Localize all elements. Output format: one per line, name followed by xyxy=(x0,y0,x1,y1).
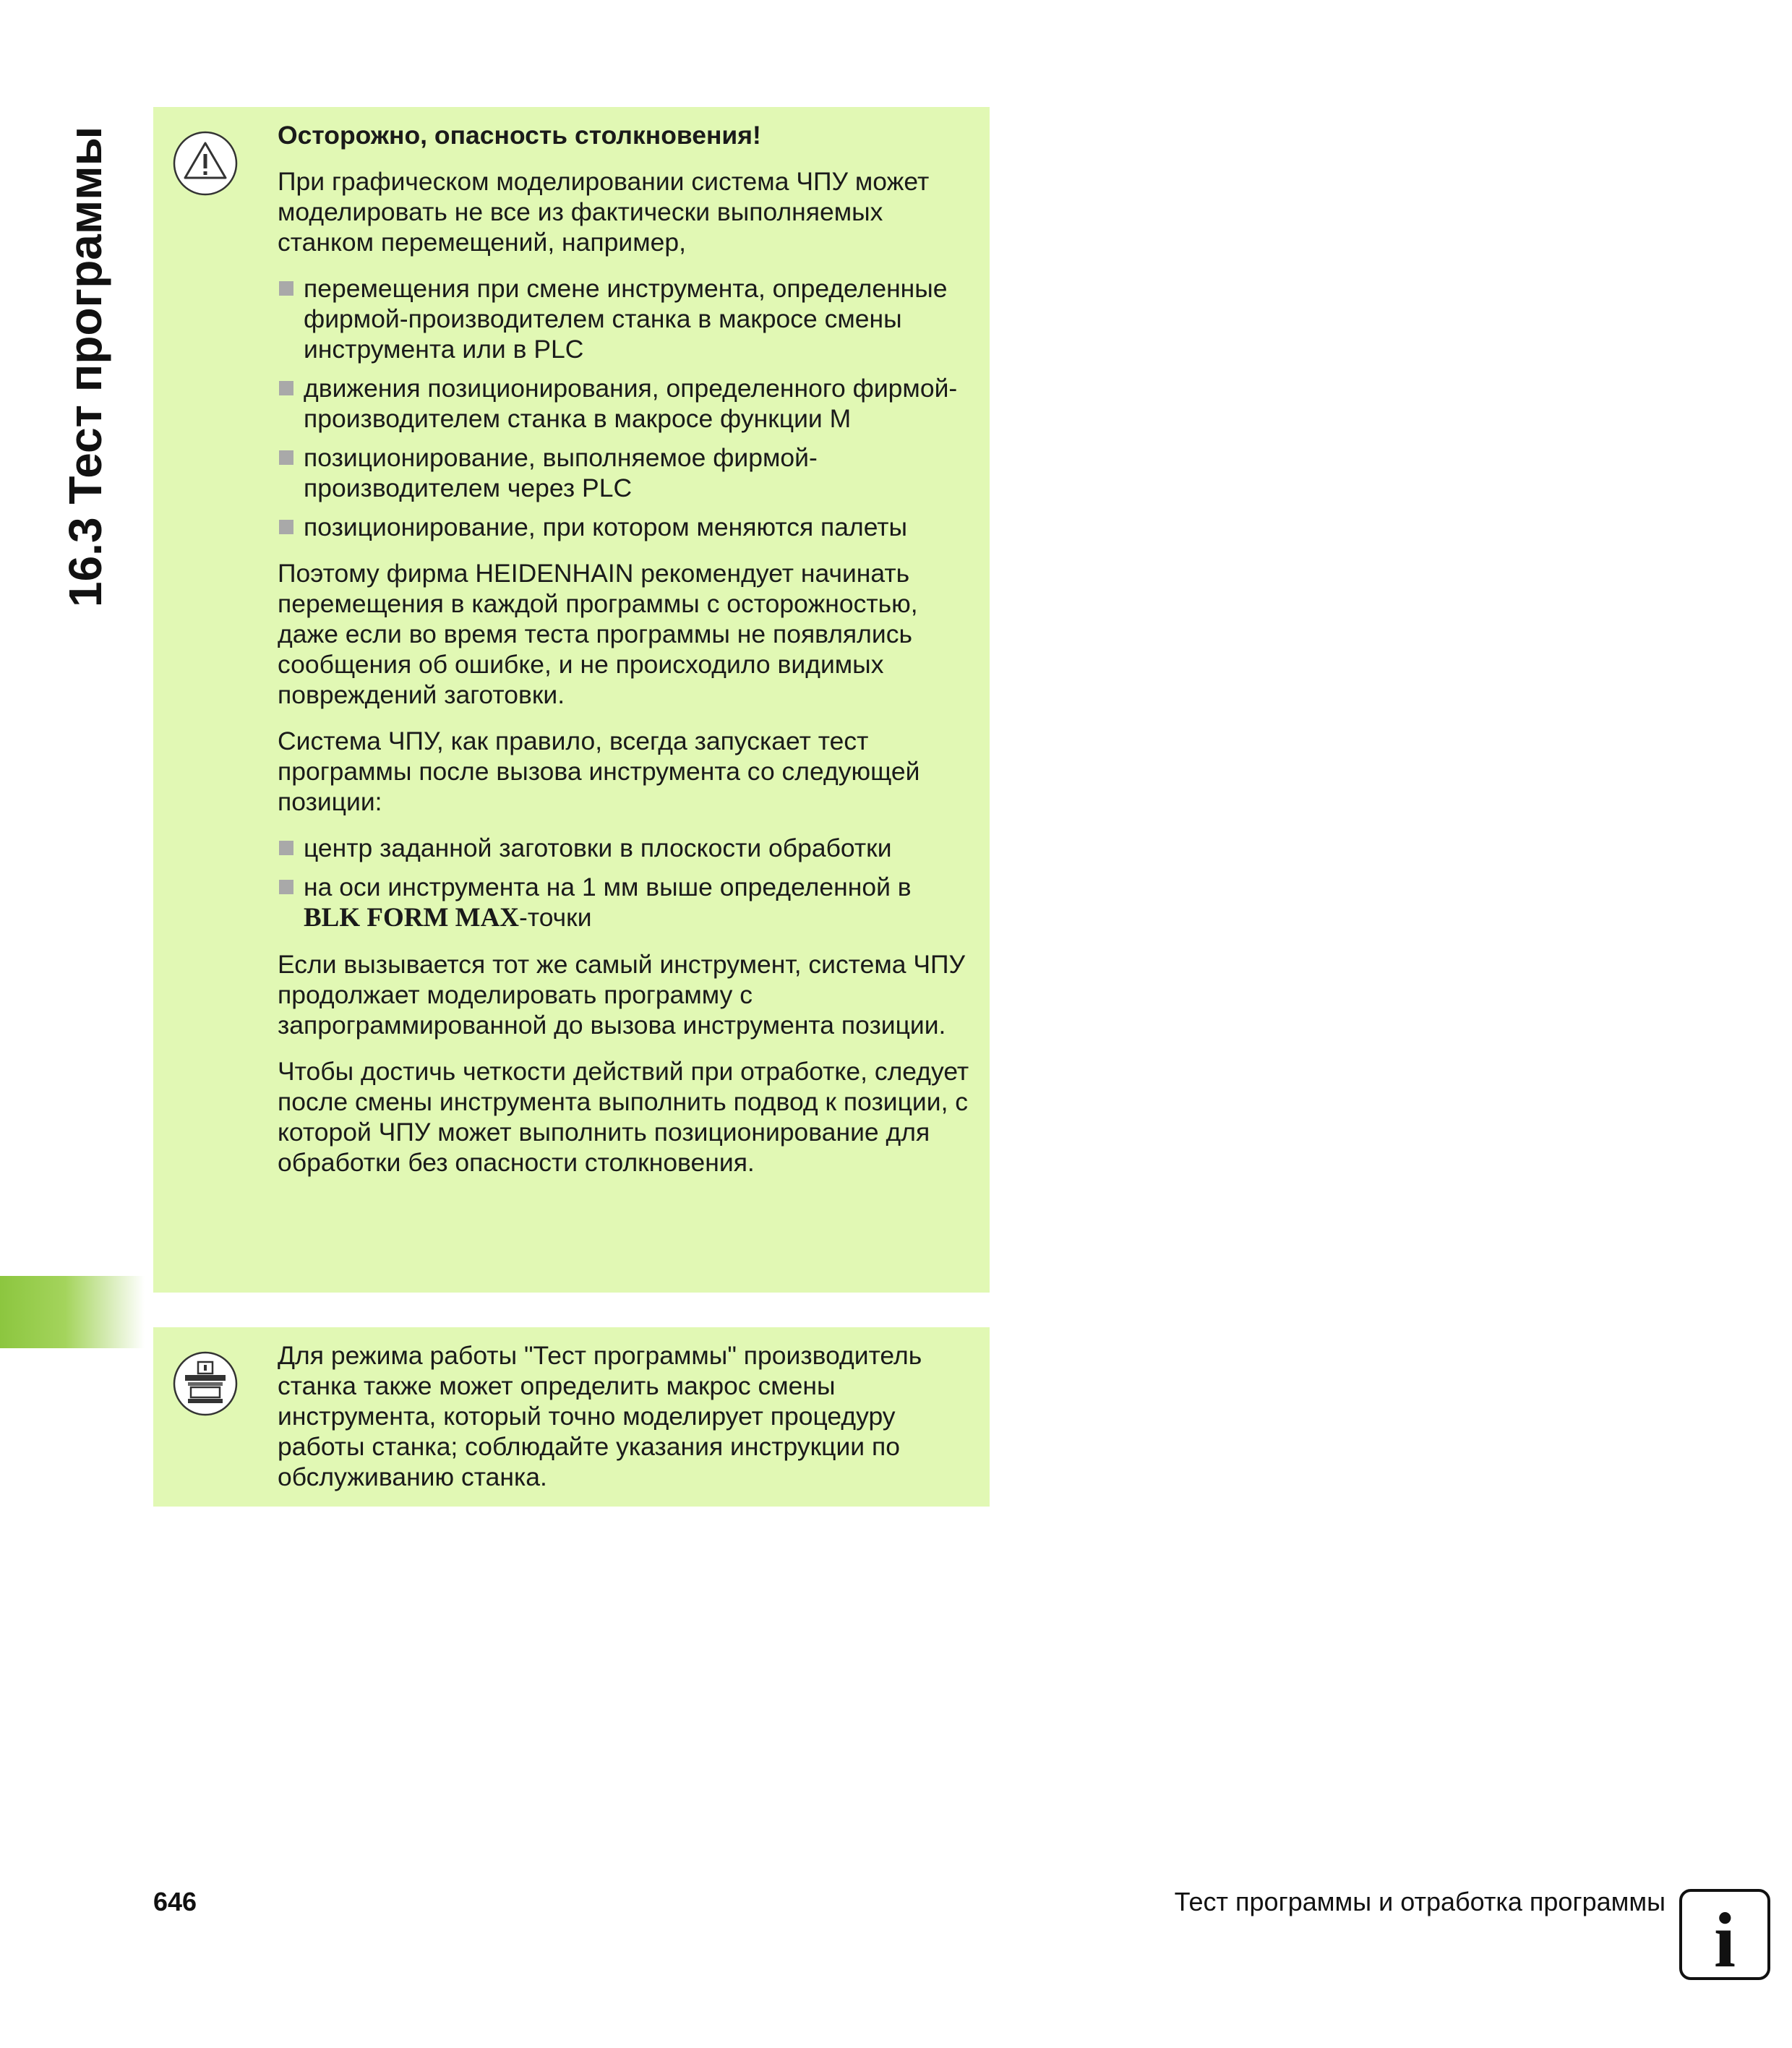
list-item xyxy=(278,833,971,863)
warning-note-content xyxy=(278,120,971,1194)
same-tool-paragraph: Если вызывается тот же самый инструмент, система ЧПУ продолжает моделировать программу с запрограммированной до вызова инструмента позиции. xyxy=(278,950,966,1040)
info-icon-letter: i xyxy=(1713,1898,1736,1981)
bullet-square-icon xyxy=(279,841,293,855)
list-item xyxy=(278,273,971,364)
bullet-square-icon xyxy=(279,381,293,395)
recommendation-paragraph: Поэтому фирма HEIDENHAIN рекомендует начинать перемещения в каждой программы с осторожностью, даже если во время теста программы не появлялись сообщения об ошибке, и не происходило видимых повреждений заготовки. xyxy=(278,559,918,709)
start-position-paragraph: Система ЧПУ, как правило, всегда запускает тест программы после вызова инструмента со следующей позиции: xyxy=(278,727,920,816)
list-item-text: на оси инструмента на 1 мм выше определенной в xyxy=(304,873,912,901)
bullet-square-icon xyxy=(279,281,293,296)
list-item-text: позиционирование, выполняемое фирмой-производителем через PLC xyxy=(304,443,818,502)
list-item-text: центр заданной заготовки в плоскости обработки xyxy=(304,834,892,862)
warning-heading: Осторожно, опасность столкновения! xyxy=(278,121,761,150)
machine-note-text: Для режима работы "Тест программы" производитель станка также может определить макрос смены инструмента, который точно моделирует процедуру работы станка; соблюдайте указания инструкции по обслуживанию станка. xyxy=(278,1341,922,1491)
approach-paragraph: Чтобы достичь четкости действий при отработке, следует после смены инструмента выполнить подвод к позиции, с которой ЧПУ может выполнить позиционирование для обработки без опасности столкновения. xyxy=(278,1057,969,1177)
bullet-square-icon xyxy=(279,880,293,894)
simulation-exceptions-list xyxy=(278,273,971,542)
chapter-tab-marker xyxy=(0,1276,145,1348)
warning-note xyxy=(153,107,990,1293)
list-item xyxy=(278,373,971,434)
machine-note xyxy=(153,1327,990,1507)
list-item-text: позиционирование, при котором меняются палеты xyxy=(304,513,908,541)
chapter-title: Тест программы и отработка программы xyxy=(1174,1887,1665,1916)
machine-tool-icon xyxy=(172,1350,239,1417)
list-item xyxy=(278,442,971,503)
section-title: 16.3 Тест программы xyxy=(59,126,111,607)
info-icon xyxy=(1679,1888,1771,1981)
machine-note-content xyxy=(278,1340,971,1508)
bullet-square-icon xyxy=(279,450,293,465)
warning-triangle-icon xyxy=(172,130,239,197)
list-item-suffix: -точки xyxy=(519,903,592,932)
page-number: 646 xyxy=(153,1887,197,1916)
section-title-vertical xyxy=(56,101,114,607)
start-position-list xyxy=(278,833,971,933)
blk-form-max-code: BLK FORM MAX xyxy=(304,903,520,933)
bullet-square-icon xyxy=(279,520,293,534)
list-item xyxy=(278,872,971,933)
list-item xyxy=(278,512,971,542)
warning-intro: При графическом моделировании система ЧПУ может моделировать не все из фактически выполняемых станком перемещений, например, xyxy=(278,167,930,257)
list-item-text: перемещения при смене инструмента, определенные фирмой-производителем станка в макросе смены инструмента или в PLC xyxy=(304,274,948,364)
list-item-text: движения позиционирования, определенного фирмой-производителем станка в макросе функции M xyxy=(304,374,958,433)
